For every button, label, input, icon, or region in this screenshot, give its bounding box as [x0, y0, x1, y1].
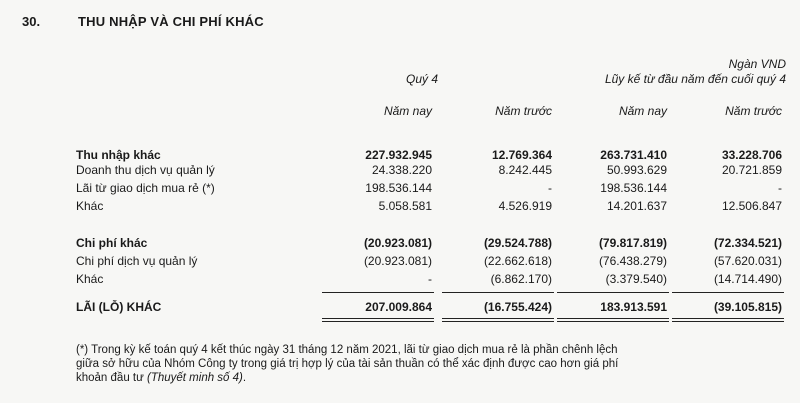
row-label: Khác — [76, 272, 104, 286]
total-double-rule — [322, 318, 434, 319]
footnote-end: . — [242, 372, 247, 384]
table-row — [76, 199, 790, 214]
cell-value: (14.714.490) — [713, 272, 782, 286]
cell-value: (16.755.424) — [483, 300, 552, 314]
cell-value: (79.817.819) — [598, 236, 667, 250]
cell-value: (72.334.521) — [713, 236, 782, 250]
column-header-ytd-prior: Năm trước — [725, 104, 782, 118]
cell-value: (3.379.540) — [605, 272, 667, 286]
cell-value: 12.769.364 — [491, 148, 552, 162]
table-row — [76, 272, 790, 287]
cell-value: 33.228.706 — [721, 148, 782, 162]
cell-value: 24.338.220 — [371, 163, 432, 177]
section-title: THU NHẬP VÀ CHI PHÍ KHÁC — [78, 14, 264, 29]
cell-value: (20.923.081) — [363, 236, 432, 250]
cell-value: 263.731.410 — [600, 148, 667, 162]
total-double-rule — [672, 321, 784, 322]
footnote-text: (*) Trong kỳ kế toán quý 4 kết thúc ngày 31 tháng 12 năm 2021, lãi từ giao dịch mua rẻ là phần chênh lệch giữa sở hữu của Nhóm Công ty trong giá trị hợp lý của tài sản thuần có thể xác định được cao hơn giá phí khoản đầu tư — [76, 344, 619, 384]
period-ytd-header: Lũy kế từ đầu năm đến cuối quý 4 — [604, 72, 786, 86]
cell-value: (57.620.031) — [713, 254, 782, 268]
table-row-total — [76, 300, 790, 315]
column-header-ytd-current: Năm nay — [618, 104, 667, 118]
total-double-rule — [442, 318, 554, 319]
cell-value: 207.009.864 — [365, 300, 432, 314]
total-double-rule — [322, 321, 434, 322]
table-row — [76, 148, 790, 163]
row-label: Chi phí khác — [76, 236, 148, 250]
cell-value: (22.662.618) — [483, 254, 552, 268]
cell-value: 12.506.847 — [721, 199, 782, 213]
row-label: Khác — [76, 199, 104, 213]
table-row — [76, 181, 790, 196]
row-label: Thu nhập khác — [76, 148, 161, 162]
column-header-q4-current: Năm nay — [383, 104, 432, 118]
cell-value: 20.721.859 — [721, 163, 782, 177]
row-label: Lãi từ giao dịch mua rẻ (*) — [76, 181, 215, 195]
cell-value: (76.438.279) — [598, 254, 667, 268]
cell-value: (29.524.788) — [483, 236, 552, 250]
column-header-q4-prior: Năm trước — [495, 104, 552, 118]
cell-value: 183.913.591 — [600, 300, 667, 314]
total-top-rule — [442, 292, 554, 293]
cell-value: - — [428, 272, 432, 286]
section-number: 30. — [22, 14, 41, 29]
total-double-rule — [557, 318, 669, 319]
cell-value: 8.242.445 — [498, 163, 552, 177]
row-label: Chi phí dịch vụ quản lý — [76, 254, 198, 268]
cell-value: - — [548, 181, 552, 195]
total-top-rule — [557, 292, 669, 293]
cell-value: 14.201.637 — [606, 199, 667, 213]
total-top-rule — [322, 292, 434, 293]
cell-value: 227.932.945 — [365, 148, 432, 162]
footnote — [76, 343, 636, 385]
row-label: LÃI (LỖ) KHÁC — [76, 300, 162, 314]
cell-value: 50.993.629 — [606, 163, 667, 177]
total-double-rule — [672, 318, 784, 319]
total-top-rule — [672, 292, 784, 293]
currency-unit: Ngàn VND — [728, 57, 786, 71]
cell-value: 198.536.144 — [365, 181, 432, 195]
cell-value: (39.105.815) — [713, 300, 782, 314]
cell-value: 198.536.144 — [600, 181, 667, 195]
period-q4-header: Quý 4 — [406, 72, 439, 86]
cell-value: 4.526.919 — [498, 199, 552, 213]
cell-value: (20.923.081) — [363, 254, 432, 268]
cell-value: (6.862.170) — [490, 272, 552, 286]
table-row — [76, 254, 790, 269]
cell-value: 5.058.581 — [378, 199, 432, 213]
row-label: Doanh thu dịch vụ quản lý — [76, 163, 215, 177]
table-row — [76, 163, 790, 178]
table-row — [76, 236, 790, 251]
total-double-rule — [557, 321, 669, 322]
footnote-reference: (Thuyết minh số 4) — [147, 372, 243, 384]
total-double-rule — [442, 321, 554, 322]
cell-value: - — [778, 181, 782, 195]
